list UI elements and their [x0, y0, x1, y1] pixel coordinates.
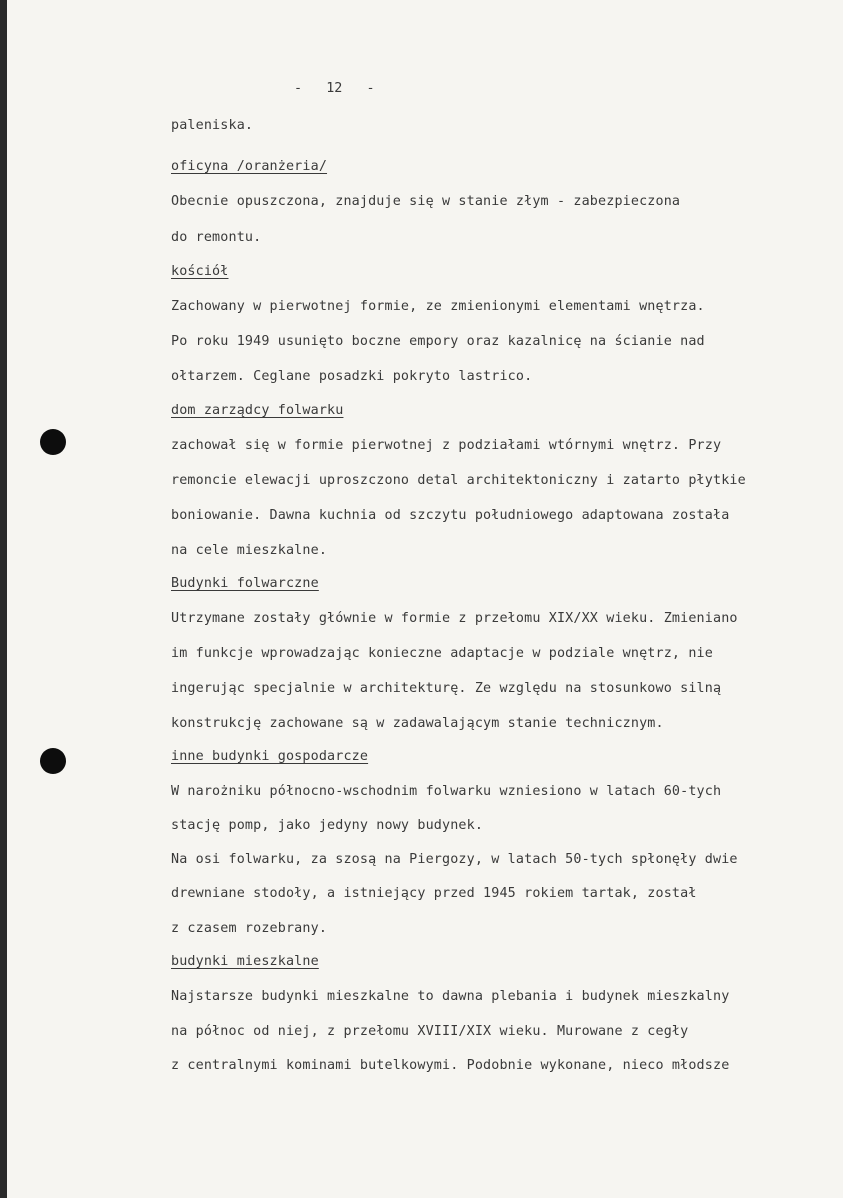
text-line: Obecnie opuszczona, znajduje się w stanie złym - zabezpieczona — [171, 194, 681, 209]
section-heading: inne budynki gospodarcze — [171, 749, 369, 764]
text-line: paleniska. — [171, 118, 254, 133]
text-line: W narożniku północno-wschodnim folwarku wzniesiono w latach 60-tych — [171, 784, 722, 799]
text-line: boniowanie. Dawna kuchnia od szczytu południowego adaptowana została — [171, 508, 730, 523]
text-line: Po roku 1949 usunięto boczne empory oraz kazalnicę na ścianie nad — [171, 334, 705, 349]
section-heading: Budynki folwarczne — [171, 576, 319, 591]
text-line: konstrukcję zachowane są w zadawalającym stanie technicznym. — [171, 716, 664, 731]
text-line: im funkcje wprowadzając konieczne adaptacje w podziale wnętrz, nie — [171, 646, 713, 661]
page-number: - 12 - — [294, 81, 375, 96]
text-line: ołtarzem. Ceglane posadzki pokryto lastrico. — [171, 369, 533, 384]
text-line: na północ od niej, z przełomu XVIII/XIX wieku. Murowane z cegły — [171, 1024, 689, 1039]
text-line: ingerując specjalnie w architekturę. Ze względu na stosunkowo silną — [171, 681, 722, 696]
document-page — [7, 0, 843, 1198]
text-line: Utrzymane zostały głównie w formie z przełomu XIX/XX wieku. Zmieniano — [171, 611, 738, 626]
punch-hole — [40, 748, 66, 774]
text-line: Najstarsze budynki mieszkalne to dawna plebania i budynek mieszkalny — [171, 989, 730, 1004]
text-line: drewniane stodoły, a istniejący przed 1945 rokiem tartak, został — [171, 886, 697, 901]
text-line: Zachowany w pierwotnej formie, ze zmienionymi elementami wnętrza. — [171, 299, 705, 314]
text-line: z czasem rozebrany. — [171, 921, 328, 936]
text-line: na cele mieszkalne. — [171, 543, 328, 558]
text-line: zachował się w formie pierwotnej z podziałami wtórnymi wnętrz. Przy — [171, 438, 722, 453]
text-line: z centralnymi kominami butelkowymi. Podobnie wykonane, nieco młodsze — [171, 1058, 730, 1073]
text-line: remoncie elewacji uproszczono detal architektoniczny i zatarto płytkie — [171, 473, 746, 488]
section-heading: budynki mieszkalne — [171, 954, 319, 969]
text-line: do remontu. — [171, 230, 262, 245]
section-heading: dom zarządcy folwarku — [171, 403, 344, 418]
text-line: Na osi folwarku, za szosą na Piergozy, w latach 50-tych spłonęły dwie — [171, 852, 738, 867]
section-heading: kościół — [171, 264, 229, 279]
punch-hole — [40, 429, 66, 455]
section-heading: oficyna /oranżeria/ — [171, 159, 328, 174]
text-line: stację pomp, jako jedyny nowy budynek. — [171, 818, 484, 833]
